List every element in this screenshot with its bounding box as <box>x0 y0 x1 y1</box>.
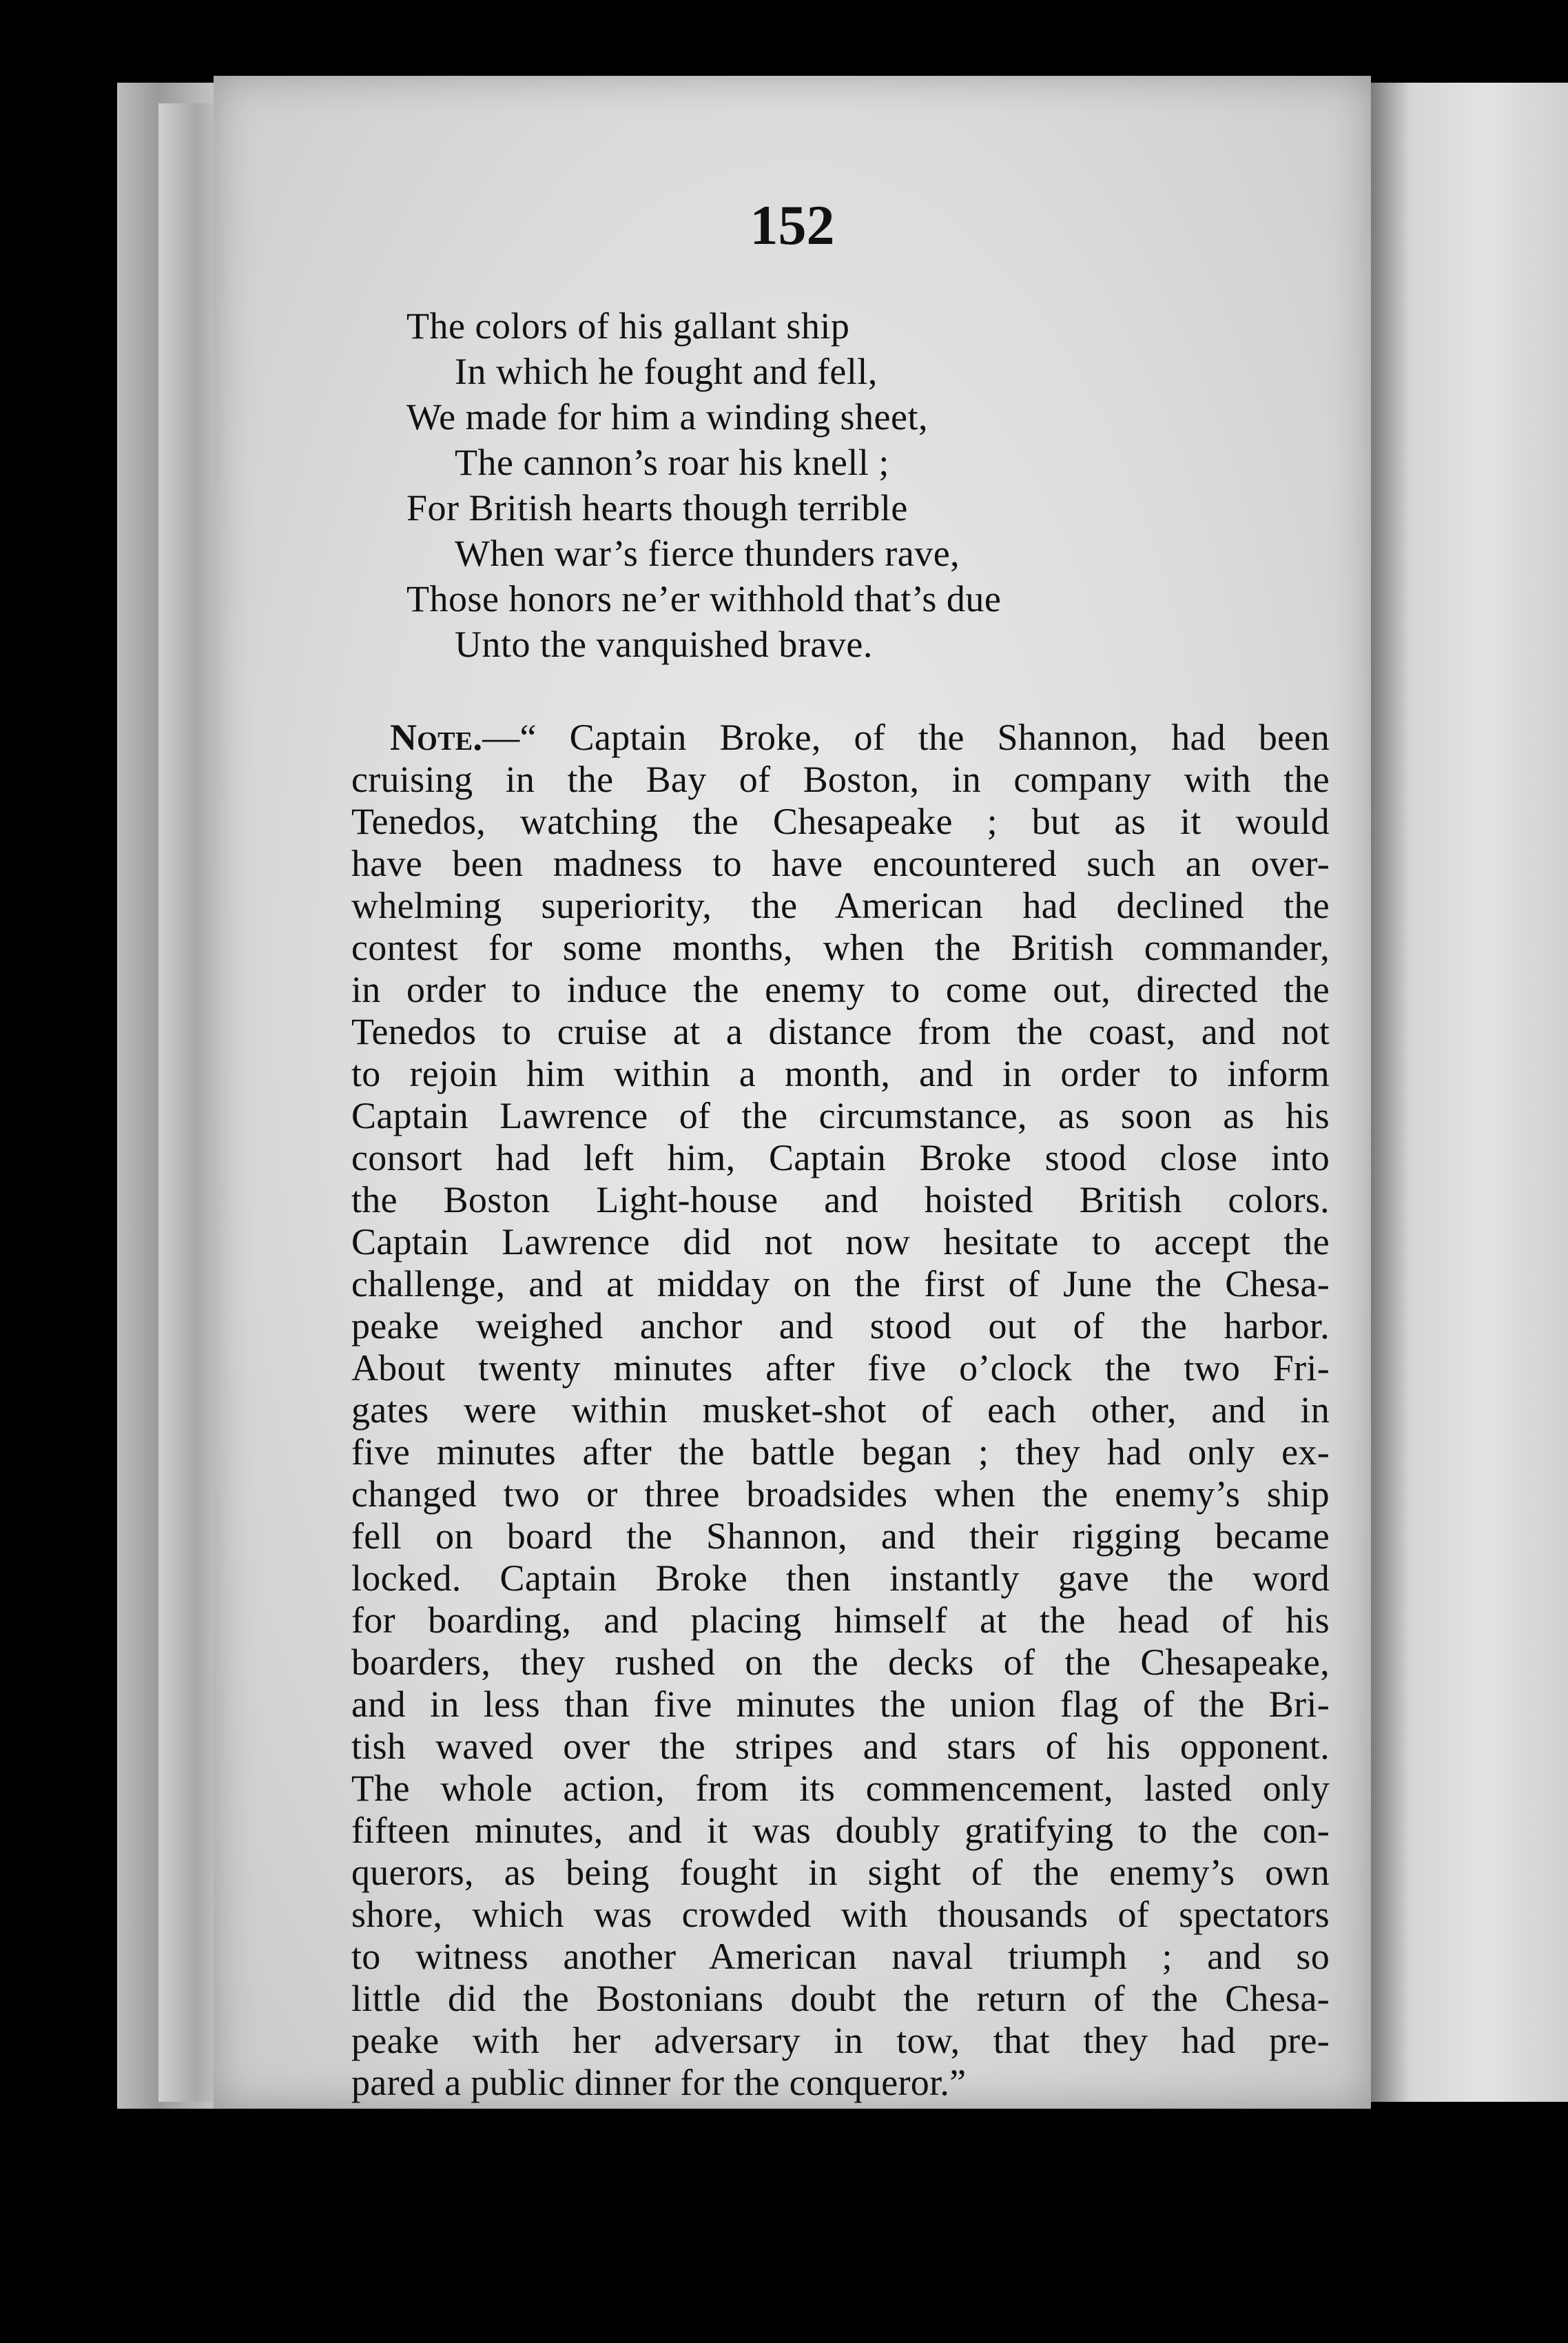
note-line: shore, which was crowded with thousands of spectators <box>351 1894 1330 1935</box>
note-line: have been madness to have encountered such an over- <box>351 843 1330 884</box>
poem-line: Those honors ne’er withhold that’s due <box>406 578 1002 620</box>
note-body <box>351 759 1330 2104</box>
note-label: Note. <box>390 717 483 758</box>
poem-line: The colors of his gallant ship <box>406 305 850 347</box>
note-line: little did the Bostonians doubt the return of the Chesa- <box>351 1978 1330 2019</box>
note-line: contest for some months, when the British commander, <box>351 927 1330 968</box>
note-line: querors, as being fought in sight of the enemy’s own <box>351 1852 1330 1893</box>
note-line: in order to induce the enemy to come out, directed the <box>351 969 1330 1010</box>
note-line: Tenedos, watching the Chesapeake ; but as it would <box>351 801 1330 842</box>
note-line: for boarding, and placing himself at the head of his <box>351 1599 1330 1641</box>
note-line: and in less than five minutes the union flag of the Bri- <box>351 1684 1330 1725</box>
note-line: fell on board the Shannon, and their rigging became <box>351 1515 1330 1557</box>
note-line: to witness another American naval triumph ; and so <box>351 1936 1330 1977</box>
poem-line: Unto the vanquished brave. <box>455 624 873 665</box>
facing-page <box>1371 83 1568 2102</box>
note-line: changed two or three broadsides when the enemy’s ship <box>351 1473 1330 1515</box>
footnote-paragraph <box>351 717 1330 2104</box>
note-line: five minutes after the battle began ; they had only ex- <box>351 1431 1330 1473</box>
note-line: fifteen minutes, and it was doubly gratifying to the con- <box>351 1810 1330 1851</box>
note-line: consort had left him, Captain Broke stood close into <box>351 1137 1330 1178</box>
note-line: Tenedos to cruise at a distance from the coast, and not <box>351 1011 1330 1052</box>
note-line: The whole action, from its commencement, lasted only <box>351 1768 1330 1809</box>
book-page <box>214 76 1371 2109</box>
note-line: Captain Lawrence did not now hesitate to accept the <box>351 1221 1330 1262</box>
note-line: peake with her adversary in tow, that they had pre- <box>351 2020 1330 2061</box>
note-line: tish waved over the stripes and stars of his opponent. <box>351 1726 1330 1767</box>
note-line: to rejoin him within a month, and in order to inform <box>351 1053 1330 1094</box>
note-line: boarders, they rushed on the decks of the Chesapeake, <box>351 1641 1330 1683</box>
poem-line: When war’s fierce thunders rave, <box>455 533 960 574</box>
note-first-line <box>351 717 1330 759</box>
note-line: peake weighed anchor and stood out of the harbor. <box>351 1305 1330 1347</box>
note-line: the Boston Light-house and hoisted British colors. <box>351 1179 1330 1220</box>
note-line: gates were within musket-shot of each other, and in <box>351 1389 1330 1431</box>
poem-line: We made for him a winding sheet, <box>406 396 928 438</box>
note-line: cruising in the Bay of Boston, in company with the <box>351 759 1330 800</box>
note-line: Captain Lawrence of the circumstance, as soon as his <box>351 1095 1330 1136</box>
note-line: challenge, and at midday on the first of June the Chesa- <box>351 1263 1330 1304</box>
poem-line: For British hearts though terrible <box>406 487 908 529</box>
poem-stanza <box>406 303 1371 667</box>
poem-line: In which he fought and fell, <box>455 351 878 392</box>
note-line: About twenty minutes after five o’clock the two Fri- <box>351 1347 1330 1389</box>
page-number: 152 <box>750 194 835 256</box>
note-line: whelming superiority, the American had declined the <box>351 885 1330 926</box>
note-line: locked. Captain Broke then instantly gave the word <box>351 1557 1330 1599</box>
note-first-line-text: —“ Captain Broke, of the Shannon, had been <box>482 717 1330 758</box>
poem-line: The cannon’s roar his knell ; <box>455 442 889 483</box>
note-line: pared a public dinner for the conqueror.” <box>351 2062 967 2103</box>
